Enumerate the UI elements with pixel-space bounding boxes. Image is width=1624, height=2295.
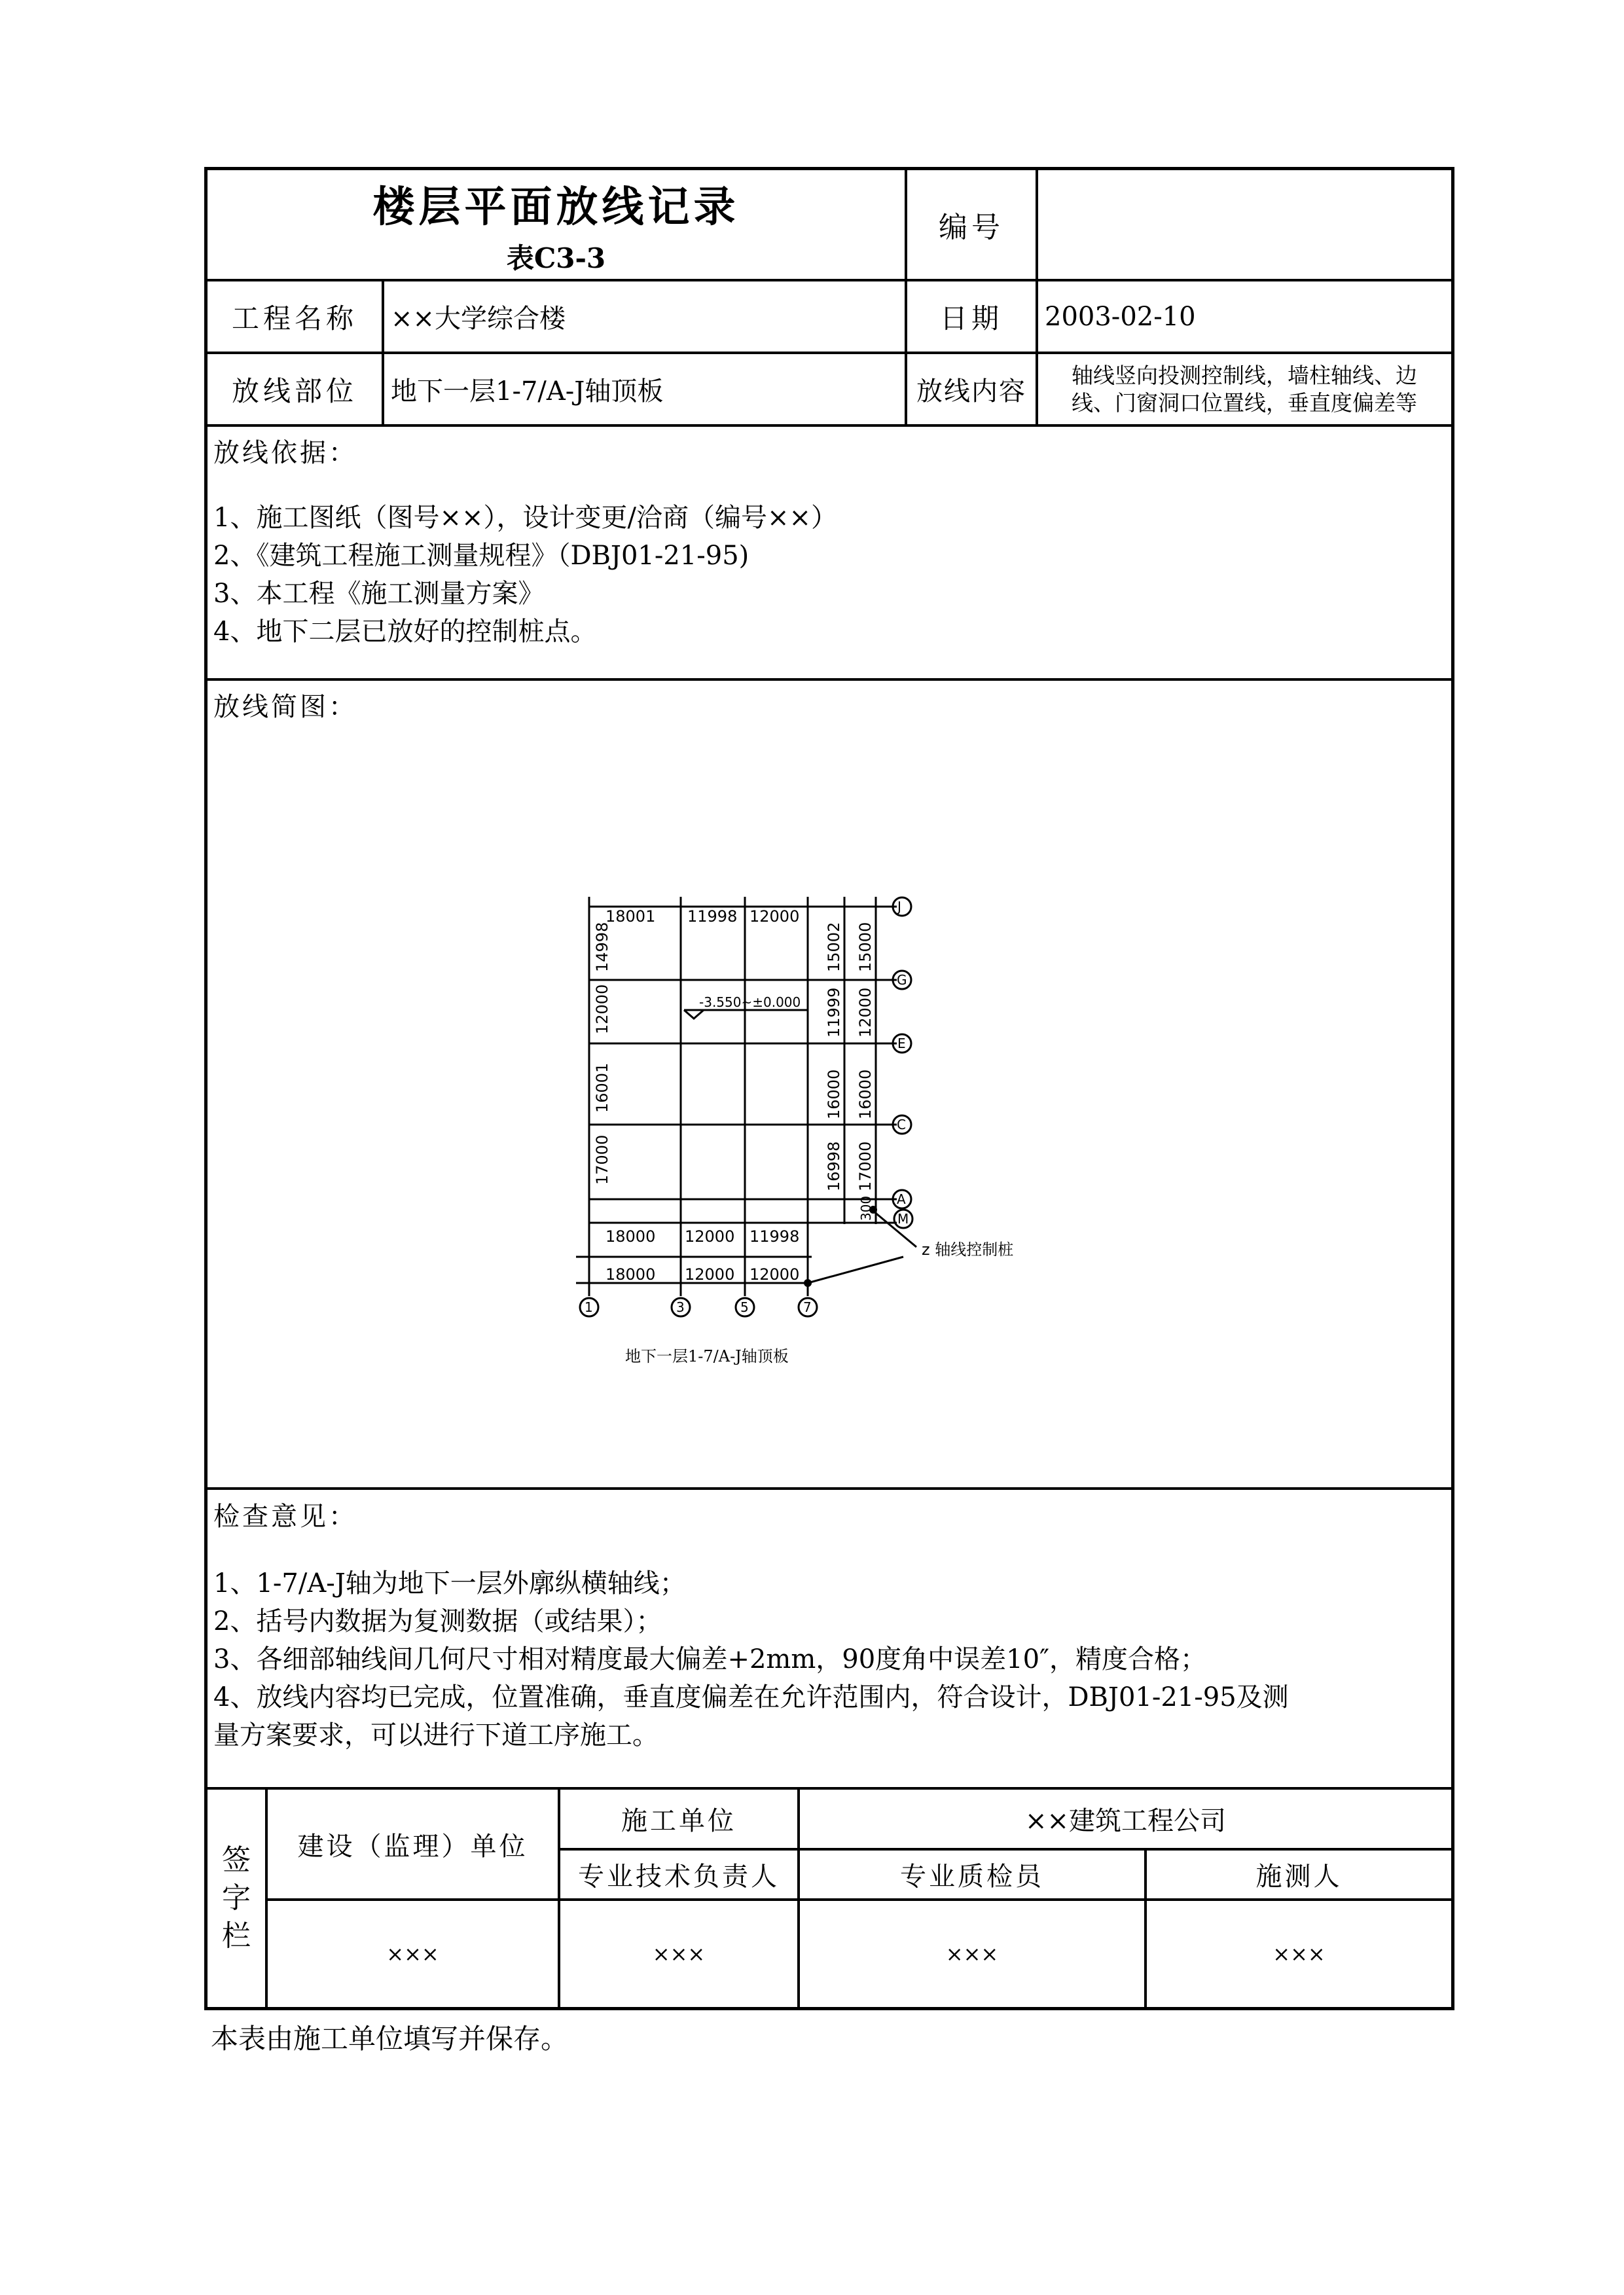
dim-label: 11998 [687, 907, 738, 926]
inspection-item: 2、括号内数据为复测数据（或结果）； [213, 1606, 662, 1636]
axis-label: 7 [803, 1299, 812, 1315]
dim-label: 12000 [749, 1265, 800, 1284]
rule-sketch-bottom [204, 1487, 1454, 1490]
inspection-item: 量方案要求，可以进行下道工序施工。 [213, 1720, 659, 1750]
dim-label: 12000 [685, 1227, 735, 1246]
axis-label: E [897, 1036, 906, 1051]
supervision-label: 建设（监理）单位 [297, 1831, 528, 1862]
dim-label: 16000 [825, 1069, 843, 1119]
dim-label: 12000 [856, 987, 875, 1038]
basis-item: 4、地下二层已放好的控制桩点。 [213, 617, 597, 647]
sketch-title: 放线简图： [213, 692, 357, 722]
dim-label: 18000 [605, 1227, 656, 1246]
date-value[interactable]: 2003-02-10 [1045, 301, 1196, 332]
layout-sketch [563, 884, 1113, 1381]
basis-item: 3、本工程《施工测量方案》 [213, 579, 545, 609]
dim-label: 300 [858, 1195, 874, 1221]
dim-label: 17000 [856, 1141, 875, 1191]
dim-label: 16998 [825, 1141, 843, 1191]
location-value[interactable]: 地下一层1-7/A-J轴顶板 [391, 376, 664, 407]
date-label: 日期 [939, 302, 1003, 334]
axis-label: 5 [740, 1299, 749, 1315]
axis-label: M [897, 1211, 909, 1227]
basis-item: 2、《建筑工程施工测量规程》（DBJ01-21-95) [213, 541, 749, 571]
elevation-marker [684, 1010, 704, 1019]
basis-item: 1、施工图纸（图号××），设计变更/洽商（编号××） [213, 503, 837, 533]
dim-label: 18001 [605, 907, 656, 926]
inspection-item: 4、放线内容均已完成，位置准确，垂直度偏差在允许范围内，符合设计，DBJ01-21-95及测 [213, 1682, 1289, 1712]
inspection-item: 1、1-7/A-J轴为地下一层外廓纵横轴线； [213, 1568, 686, 1599]
inspection-list [213, 1564, 1444, 1754]
number-label: 编号 [939, 211, 1004, 244]
axis-label: 3 [676, 1299, 685, 1315]
form-code: 表C3-3 [506, 242, 606, 274]
axis-label: C [897, 1117, 906, 1132]
content-value[interactable] [1038, 354, 1451, 424]
content-value-line1: 轴线竖向投测控制线，墙柱轴线、边 [1072, 362, 1417, 388]
dim-label: 16001 [593, 1062, 611, 1113]
dim-label: 17000 [593, 1134, 611, 1185]
axis-label: G [897, 972, 907, 988]
axis-label: J [897, 899, 901, 914]
dim-label: 15000 [856, 922, 875, 972]
number-value[interactable] [1038, 170, 1451, 279]
axis-label: A [897, 1191, 906, 1207]
content-label: 放线内容 [916, 376, 1026, 407]
dim-label: 15002 [825, 922, 843, 972]
signature-column-label [208, 1790, 265, 2007]
supervision-signature[interactable]: ××× [386, 1942, 439, 1966]
control-pile-point [804, 1279, 812, 1287]
dim-label: 12000 [685, 1265, 735, 1284]
surveyor-label: 施测人 [1255, 1862, 1343, 1892]
dim-label: 12000 [593, 984, 611, 1034]
form-title: 楼层平面放线记录 [372, 183, 740, 232]
project-label: 工程名称 [231, 302, 357, 334]
control-pile-label: z 轴线控制桩 [922, 1240, 1014, 1259]
content-value-line2: 线、门窗洞口位置线，垂直度偏差等 [1072, 389, 1417, 416]
project-value[interactable]: ××大学综合楼 [391, 304, 566, 334]
quality-label: 专业质检员 [900, 1862, 1044, 1892]
basis-title: 放线依据： [213, 438, 357, 468]
inspection-item: 3、各细部轴线间几何尺寸相对精度最大偏差+2mm，90度角中误差10″，精度合格； [213, 1644, 1207, 1674]
signature-column-char: 字 [222, 1881, 251, 1915]
dim-label: 12000 [749, 907, 800, 926]
location-label: 放线部位 [231, 374, 357, 407]
dim-label: 16000 [856, 1069, 875, 1119]
tech-lead-signature[interactable]: ××× [652, 1942, 706, 1966]
elevation-label: -3.550~±0.000 [699, 994, 801, 1010]
surveyor-signature[interactable]: ××× [1272, 1942, 1326, 1966]
rule-basis-bottom [204, 678, 1454, 681]
sketch-caption: 地下一层1-7/A-J轴顶板 [625, 1347, 789, 1365]
dim-label: 14998 [593, 922, 611, 972]
inspection-title: 检查意见： [213, 1502, 357, 1532]
rule-location-bottom [204, 424, 1454, 427]
dim-label: 11999 [825, 987, 843, 1038]
basis-list [213, 499, 1444, 651]
quality-signature[interactable]: ××× [945, 1942, 999, 1966]
tech-lead-label: 专业技术负责人 [578, 1862, 780, 1892]
footer-note: 本表由施工单位填写并保存。 [211, 2023, 569, 2055]
axis-label: 1 [585, 1299, 593, 1315]
signature-column-char: 签 [222, 1843, 251, 1877]
signature-column-char: 栏 [222, 1919, 251, 1953]
construction-label: 施工单位 [621, 1806, 736, 1836]
dim-label: 18000 [605, 1265, 656, 1284]
company-name: ××建筑工程公司 [1024, 1806, 1227, 1836]
dim-label: 11998 [749, 1227, 800, 1246]
leader-line [808, 1257, 903, 1283]
